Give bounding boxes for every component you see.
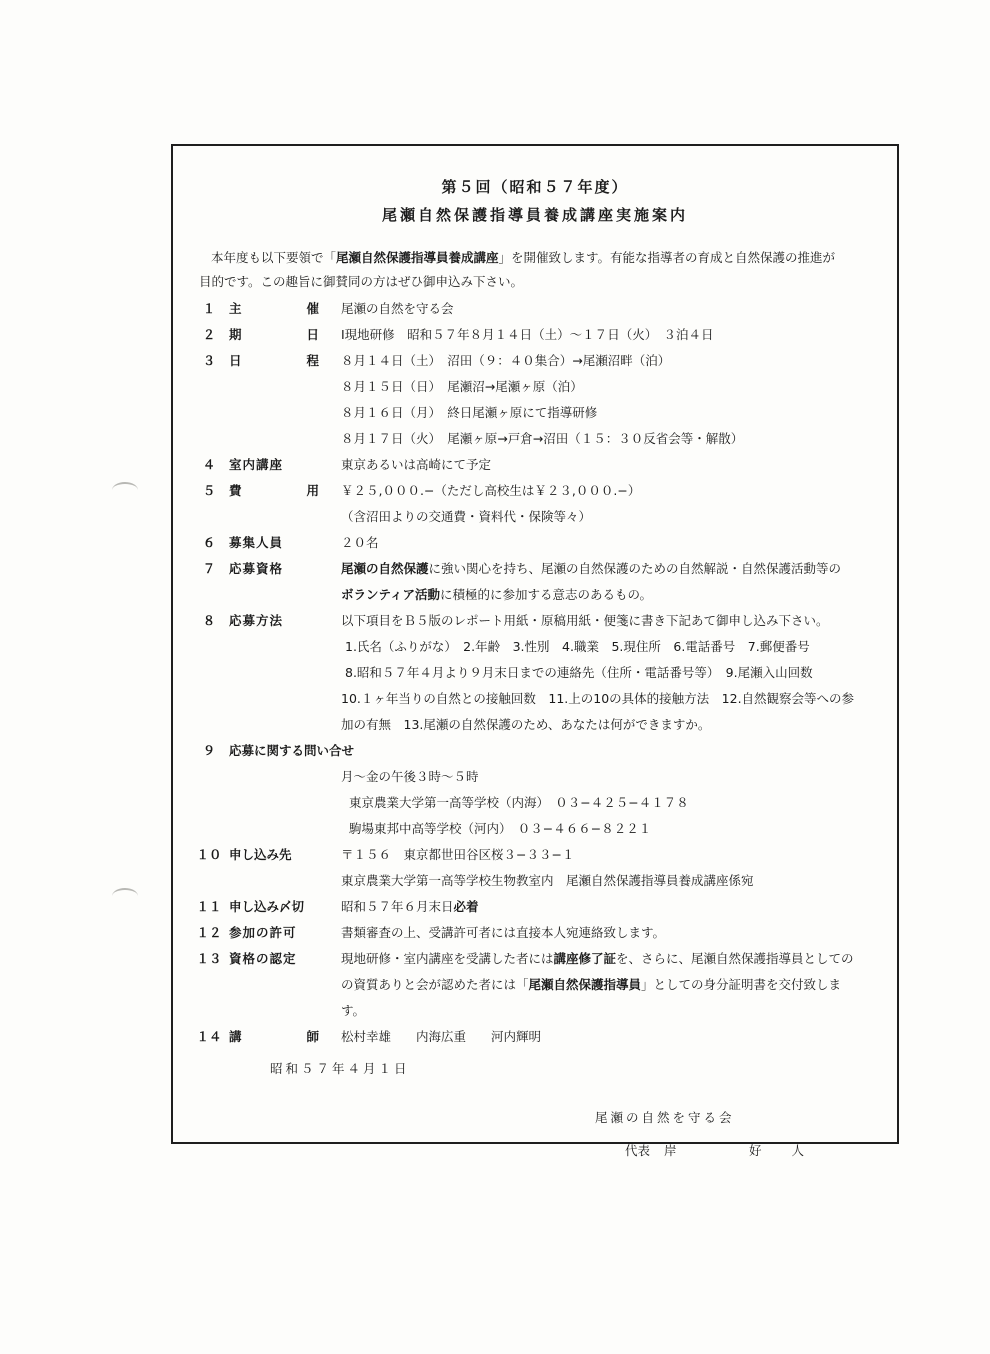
item-value: Ⅰ現地研修 昭和５７年８月１４日（土）〜１７日（火） ３泊４日 [341,327,714,342]
item-organizer [173,296,899,322]
item-application-fields [173,634,899,660]
item-number: ８ [202,613,216,628]
item-value: 現地研修・室内講座を受講した者には講座修了証を、さらに、尾瀬自然保護指導員としての [341,951,854,966]
item-deadline [173,894,899,920]
item-number: １１ [196,899,222,914]
intro-line-1 [199,246,889,270]
item-address [173,842,899,868]
intro-text: 」を開催致します。有能な指導者の育成と自然保護の推進が [498,250,836,265]
item-application-fields [173,660,899,686]
title-line-2: 尾瀬自然保護指導員養成講座実施案内 [381,206,688,224]
item-number: ７ [202,561,216,576]
fold-mark [112,888,138,904]
item-value: す。 [341,1003,366,1018]
item-value: 8.昭和５７年４月より９月末日までの連絡先（住所・電話番号等） 9.尾瀬入山回数 [345,665,813,680]
item-value: 月〜金の午後３時〜５時 [341,769,479,784]
item-application-fields [173,712,899,738]
item-number: １ [202,301,216,316]
item-value: 加の有無 13.尾瀬の自然保護のため、あなたは何ができますか。 [341,717,711,732]
item-schedule-cont [173,374,899,400]
item-label: 申し込み先 [229,847,292,862]
item-value: の資質ありと会が認めた者には「尾瀬自然保護指導員」としての身分証明書を交付致しま [341,977,842,992]
item-label: 応募資格 [229,561,284,576]
item-value: 駒場東邦中高等学校（河内） ０３−４６６−８２２１ [349,821,652,836]
intro-text: 本年度も以下要領で「 [211,250,337,265]
item-capacity [173,530,899,556]
item-label: 参加の許可 [229,925,297,940]
fold-mark [112,482,138,498]
schedule-day: ８月１５日（日） 尾瀬沼→尾瀬ヶ原（泊） [341,379,583,394]
schedule-day: ８月１６日（月） 終日尾瀬ヶ原にて指導研修 [341,405,598,420]
item-fee-cont [173,504,899,530]
item-value: 東京農業大学第一高等学校生物教室内 尾瀬自然保護指導員養成講座係宛 [341,873,754,888]
item-label: 募集人員 [229,535,284,550]
item-label: 応募に関する問い合せ [229,743,355,758]
title-line-1: 第５回（昭和５７年度） [441,178,629,196]
item-value: ￥２５,０００.−（ただし高校生は￥２３,０００.−） [341,483,641,498]
item-number: ３ [202,353,216,368]
issue-date: 昭和５７年４月１日 [270,1061,410,1076]
item-value: 〒１５６ 東京都世田谷区桜３−３３−１ [341,847,575,862]
item-eligibility [173,556,899,582]
item-dates [173,322,899,348]
item-value: 東京農業大学第一高等学校（内海） ０３−４２５−４１７８ [349,795,689,810]
item-value: 松村幸雄 内海広重 河内輝明 [341,1029,542,1044]
item-number: １０ [196,847,222,862]
schedule-day: ８月１４日（土） 沼田（９：４０集合）→尾瀬沼畔（泊） [341,353,671,368]
document-frame [171,144,899,1158]
item-schedule-cont [173,426,899,452]
item-schedule-cont [173,400,899,426]
intro-paragraph [199,246,889,294]
item-schedule [173,348,899,374]
item-label: 応募方法 [229,613,284,628]
item-label: 期 日 [229,327,319,342]
item-inquiries-contact [173,790,899,816]
representative-name: 岸 好人 [664,1143,835,1158]
item-participation-permission [173,920,899,946]
item-value: ボランティア活動に積極的に参加する意志のあるもの。 [341,587,653,602]
item-number: ９ [202,743,216,758]
item-label: 申し込み〆切 [229,899,305,914]
item-certification-cont [173,998,899,1024]
intro-line-2: 目的です。この趣旨に御賛同の方はぜひ御申込み下さい。 [199,274,524,289]
item-value: ２０名 [341,535,379,550]
item-value: 昭和５７年６月末日必着 [341,899,479,914]
item-number: ２ [202,327,216,342]
item-number: １４ [196,1029,222,1044]
item-value: 尾瀬の自然保護に強い関心を持ち、尾瀬の自然保護のための自然解説・自然保護活動等の [341,561,842,576]
item-number: １３ [196,951,222,966]
item-label: 主 催 [229,301,319,316]
item-number: ４ [202,457,216,472]
schedule-day: ８月１７日（火） 尾瀬ヶ原→戸倉→沼田（１５：３０反省会等・解散） [341,431,744,446]
item-label: 講 師 [229,1029,319,1044]
item-value: 1.氏名（ふりがな） 2.年齢 3.性別 4.職業 5.現住所 6.電話番号 7.郵便番号 [345,639,810,654]
item-fee [173,478,899,504]
item-number: １２ [196,925,222,940]
item-label: 費 用 [229,483,319,498]
item-application-method [173,608,899,634]
item-label: 日 程 [229,353,319,368]
item-value: 東京あるいは高崎にて予定 [341,457,492,472]
item-inquiries [173,738,899,764]
intro-course-name: 尾瀬自然保護指導員養成講座 [336,250,499,265]
item-inquiries-hours [173,764,899,790]
item-number: ５ [202,483,216,498]
item-instructors [173,1024,899,1050]
item-value: 書類審査の上、受講許可者には直接本人宛連絡致します。 [341,925,666,940]
item-certification-cont [173,972,899,998]
item-eligibility-cont [173,582,899,608]
item-address-cont [173,868,899,894]
item-number: ６ [202,535,216,550]
item-certification [173,946,899,972]
organization-name: 尾瀬の自然を守る会 [595,1110,735,1125]
item-label: 室内講座 [229,457,284,472]
item-value: 以下項目をＢ５版のレポート用紙・原稿用紙・便箋に書き下記あて御申し込み下さい。 [341,613,829,628]
item-value: （含沼田よりの交通費・資料代・保険等々） [341,509,592,524]
item-value: 尾瀬の自然を守る会 [341,301,454,316]
item-indoor-lecture [173,452,899,478]
item-inquiries-contact [173,816,899,842]
representative [625,1141,834,1159]
representative-title: 代表 [625,1143,651,1158]
item-label: 資格の認定 [229,951,297,966]
item-application-fields [173,686,899,712]
item-value: 10.１ヶ年当りの自然との接触回数 11.上の10の具体的接触方法 12.自然観察会等への参 [341,691,855,706]
